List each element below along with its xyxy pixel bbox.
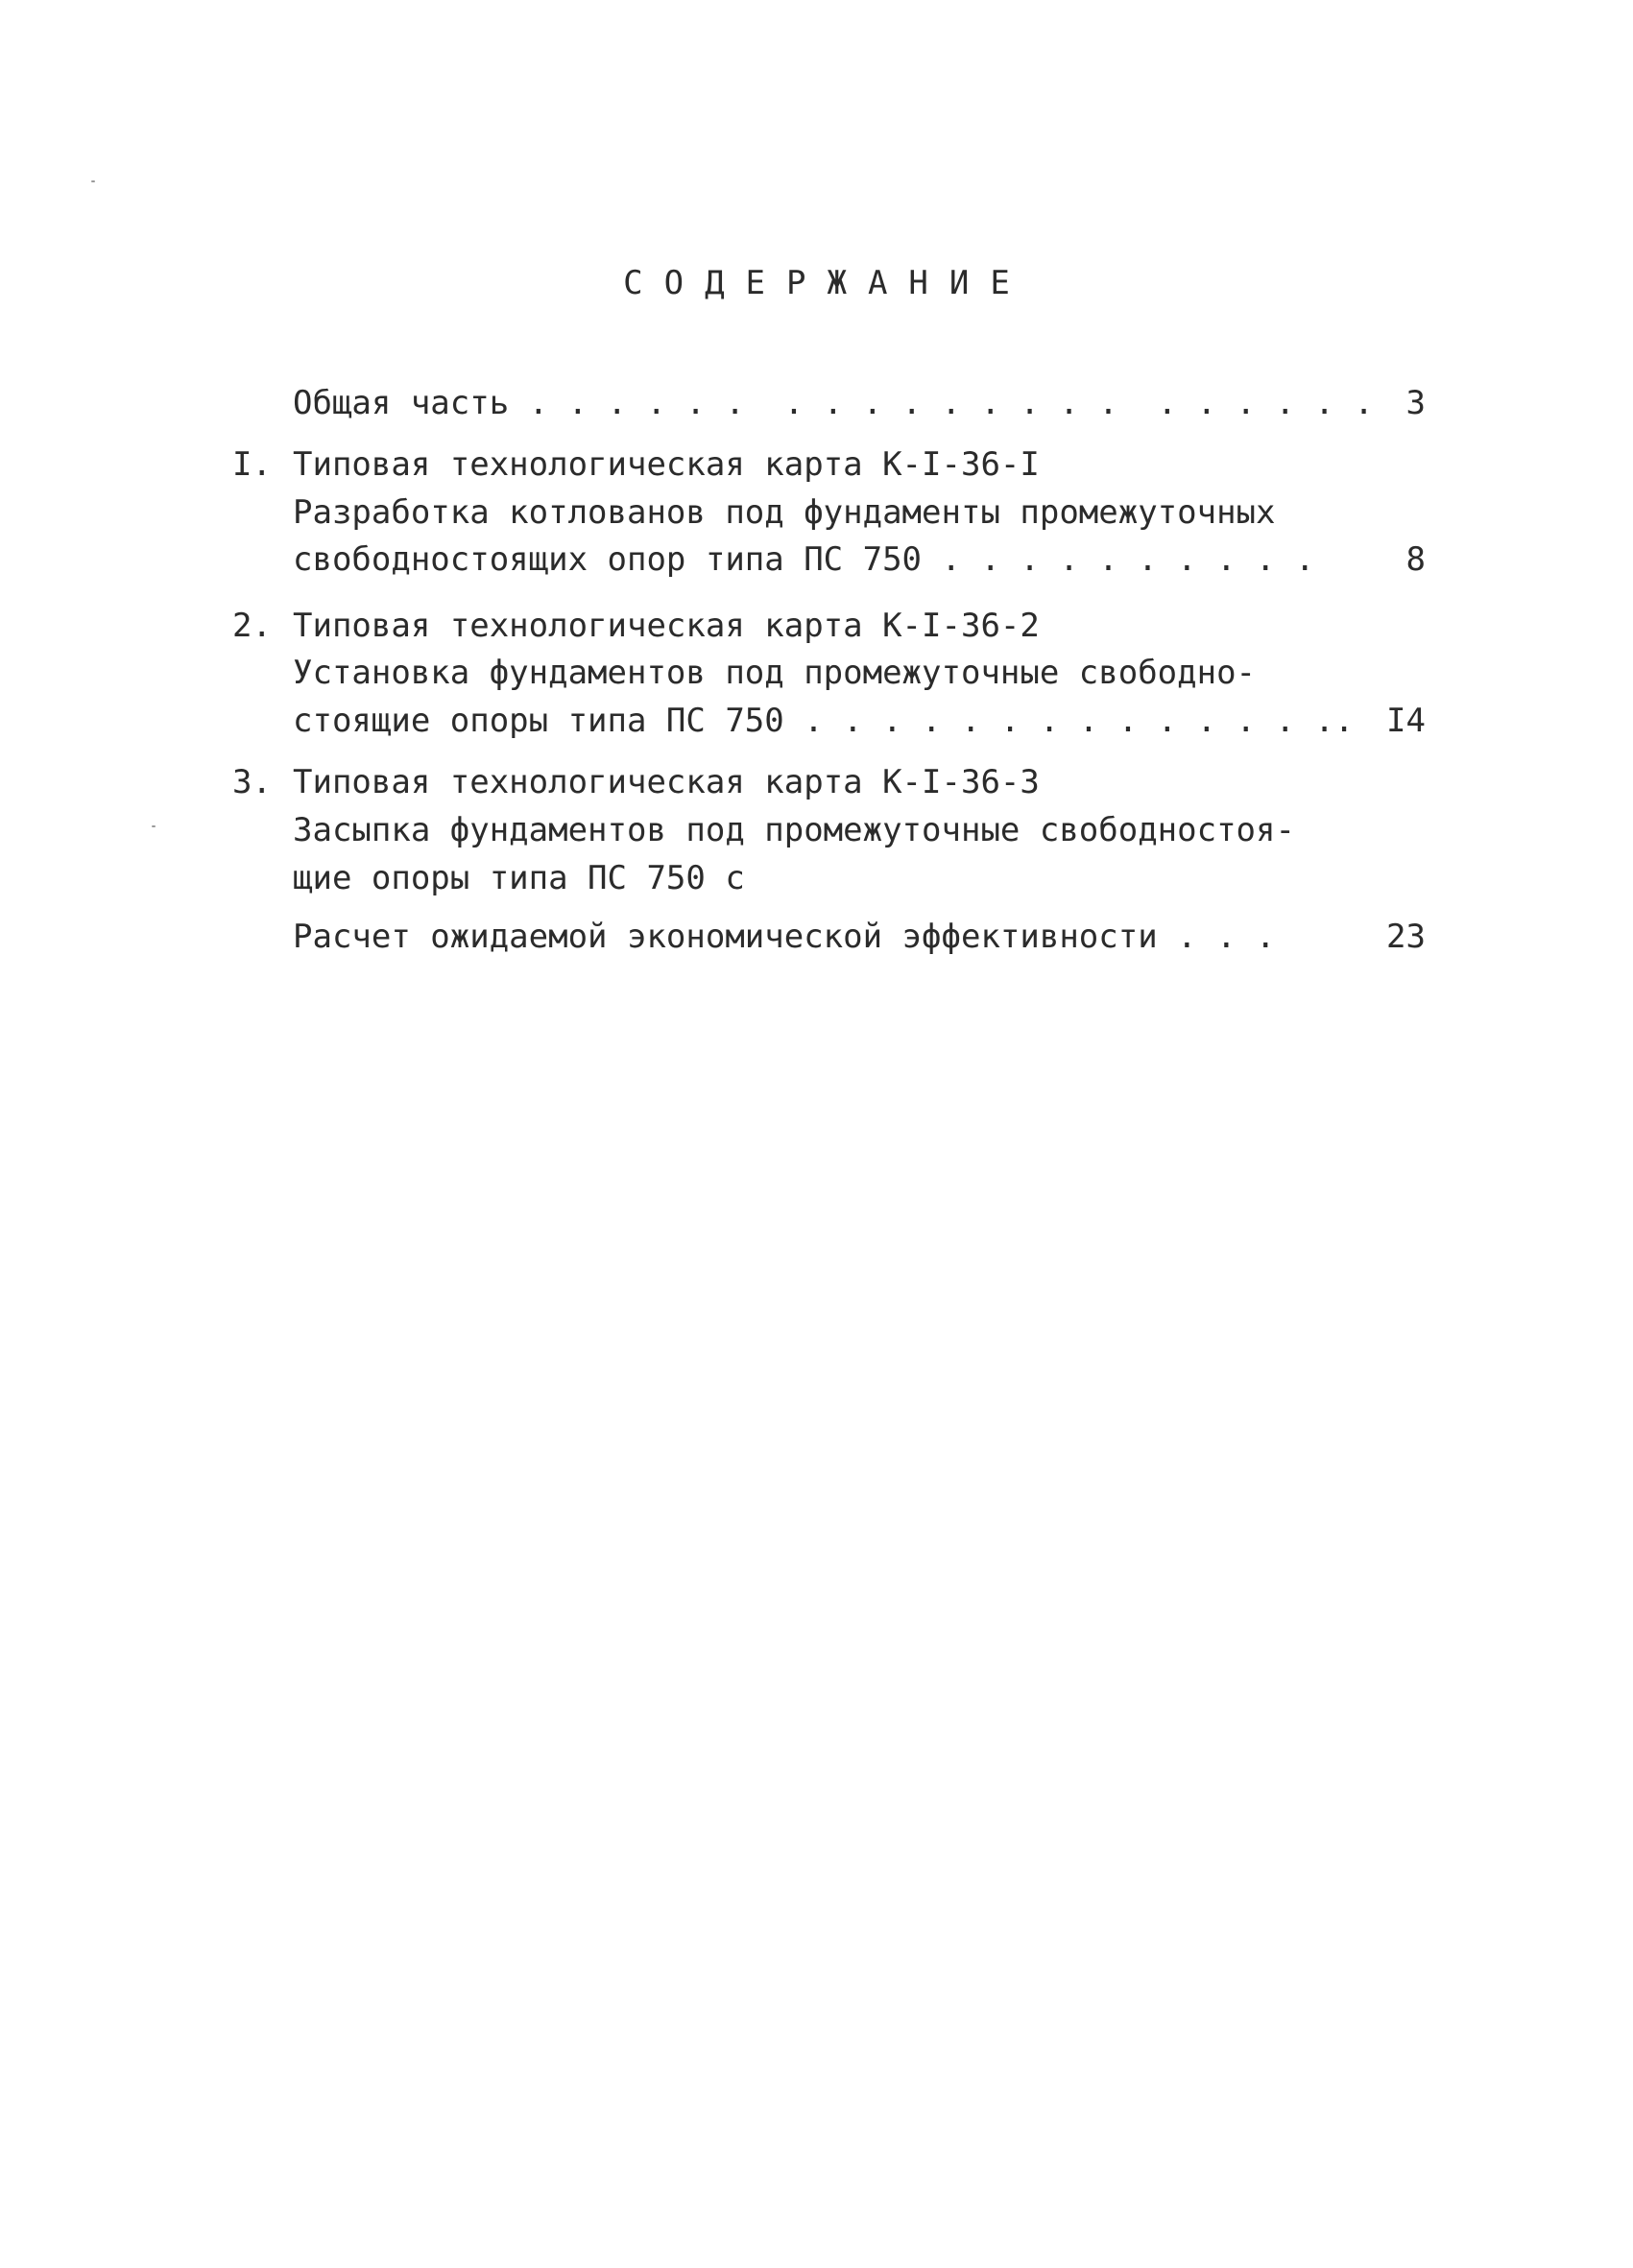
toc-entry-page: I4 xyxy=(1386,702,1426,740)
contents-title: СОДЕРЖАНИЕ xyxy=(623,264,1031,302)
toc-entry-text: Расчет ожидаемой экономической эффективности . . . xyxy=(293,918,1276,956)
toc-entry-text: Засыпка фундаментов под промежуточные свободностоя- xyxy=(293,811,1295,849)
toc-entry-text: щие опоры типа ПС 750 с xyxy=(293,859,745,897)
toc-entry-page: 8 xyxy=(1405,540,1426,579)
toc-entry-text: Разработка котлованов под фундаменты промежуточных xyxy=(293,493,1276,532)
toc-entry-number: I. xyxy=(232,445,272,484)
toc-entry-page: 23 xyxy=(1386,918,1426,956)
toc-entry-number: 3. xyxy=(232,763,272,801)
toc-entry-text: Типовая технологическая карта К-I-36-I xyxy=(293,445,1040,484)
toc-entry-text: стоящие опоры типа ПС 750 . . . . . . . . . . . . . .. xyxy=(293,702,1355,740)
toc-entry-text: свободностоящих опор типа ПС 750 . . . . . . . . . . xyxy=(293,540,1315,579)
toc-entry-text: Типовая технологическая карта К-I-36-3 xyxy=(293,763,1040,801)
toc-entry-text: Типовая технологическая карта К-I-36-2 xyxy=(293,607,1040,645)
toc-entry-number: 2. xyxy=(232,607,272,645)
scan-speck xyxy=(91,180,95,182)
toc-entry-text: Общая часть . . . . . . . . . . . . . . . . . . . . . xyxy=(293,384,1374,422)
toc-entry-text: Установка фундаментов под промежуточные свободно- xyxy=(293,654,1257,692)
scan-speck xyxy=(152,825,156,827)
toc-entry-page: 3 xyxy=(1405,384,1426,422)
